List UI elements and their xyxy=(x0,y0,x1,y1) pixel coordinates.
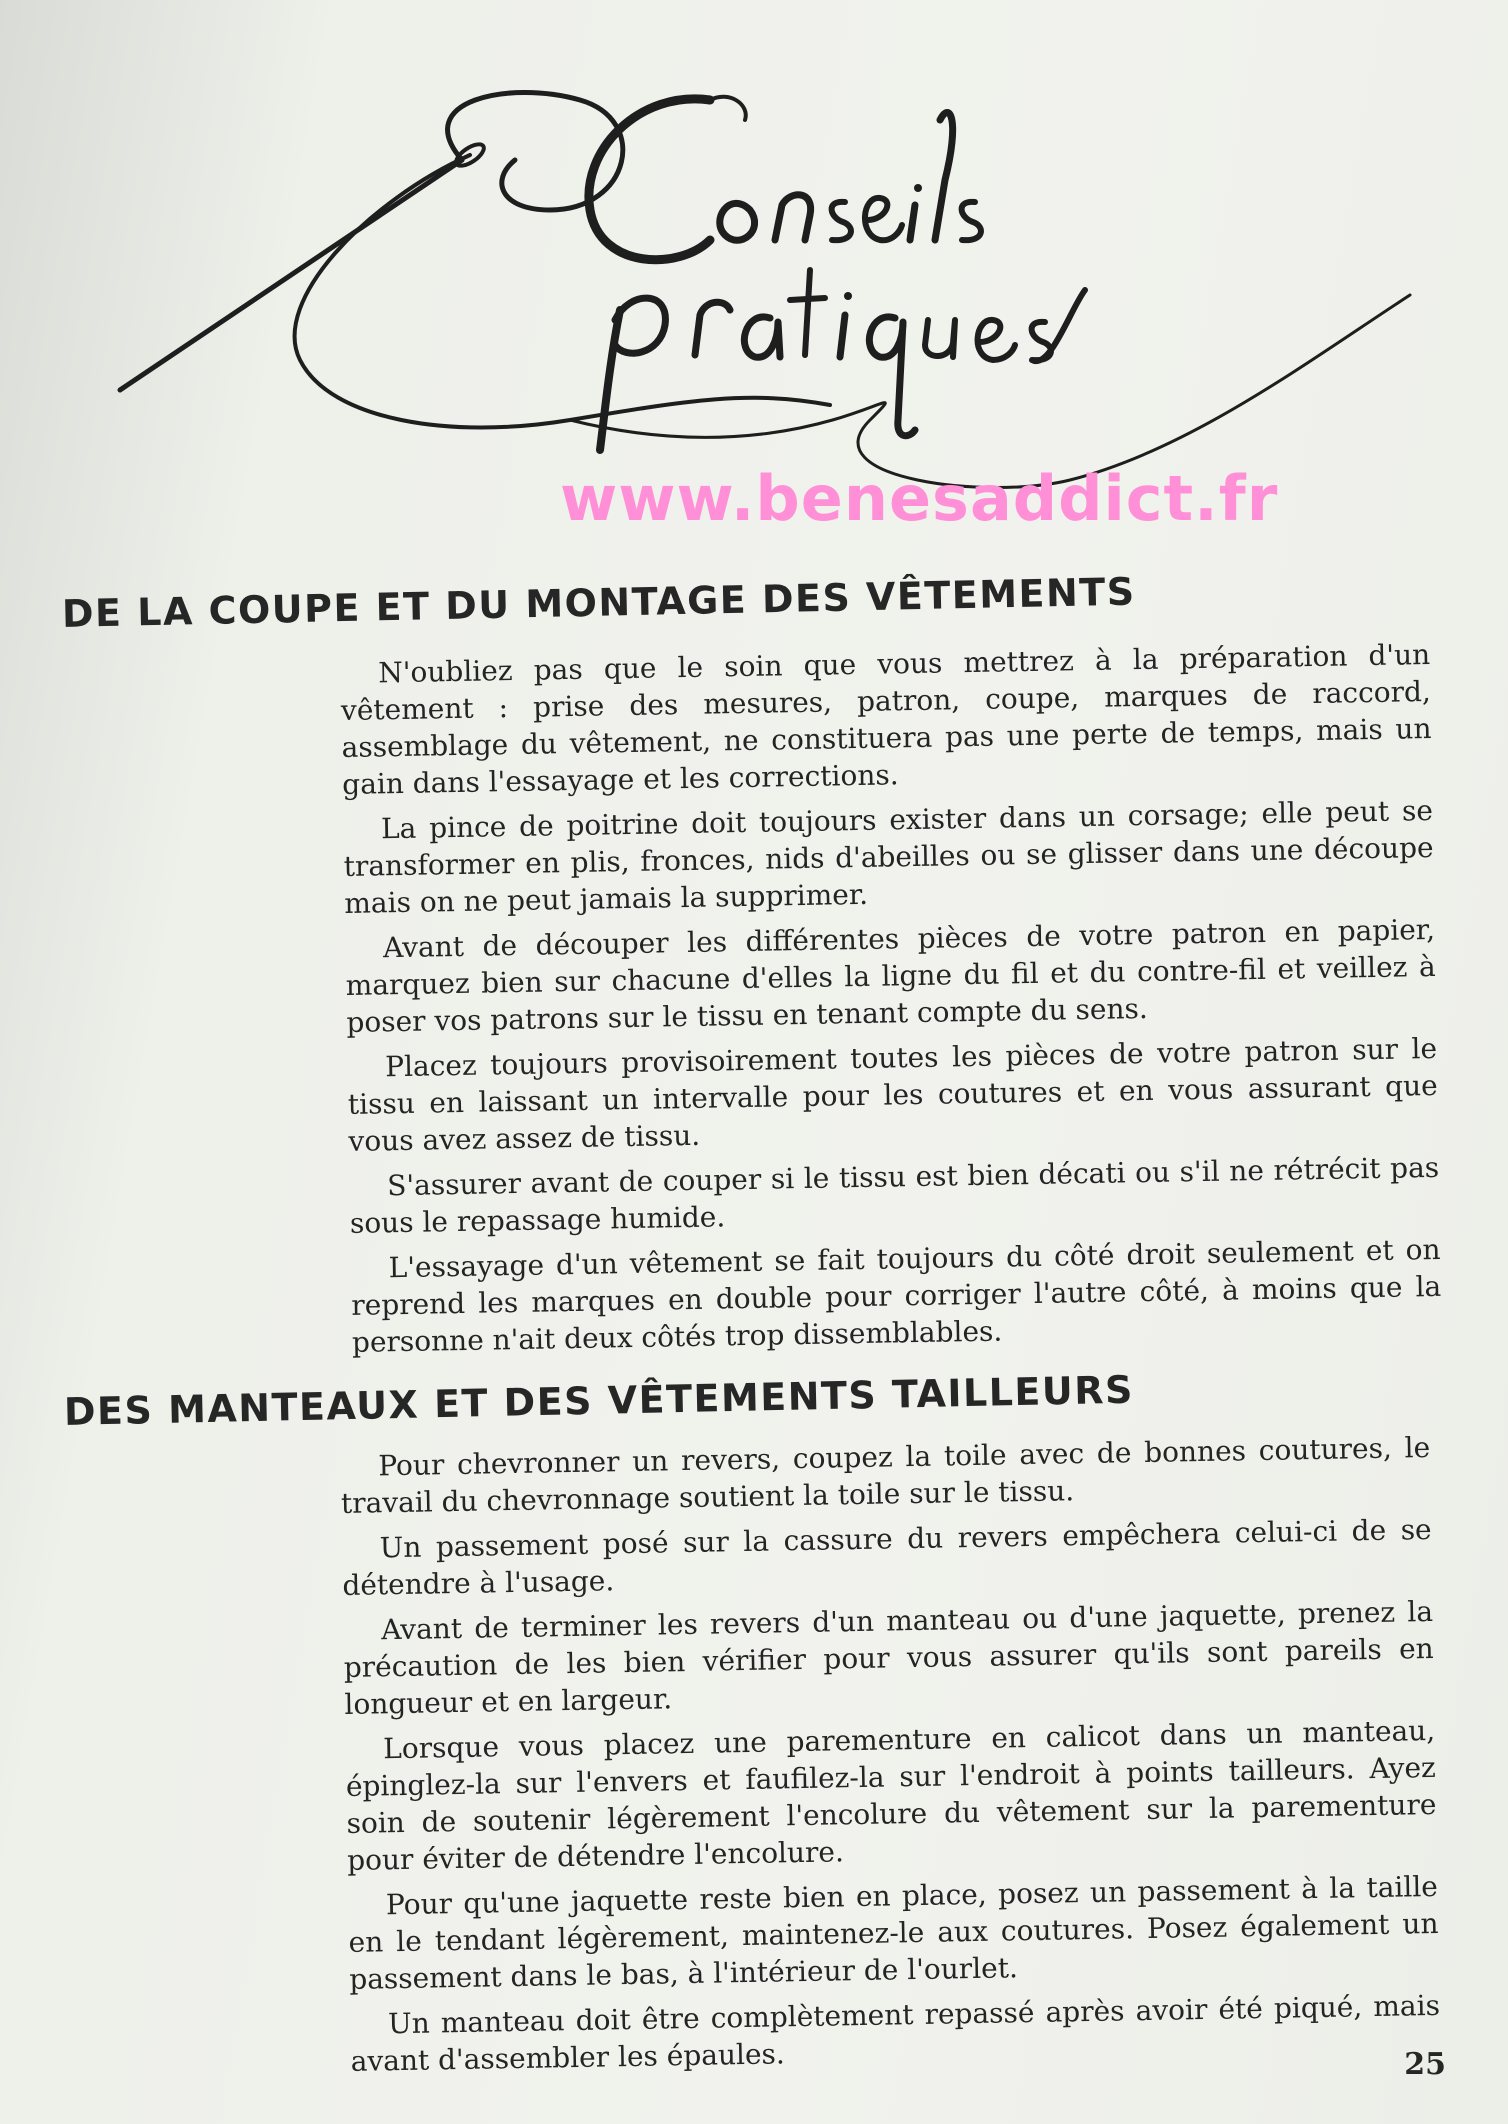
paragraph: L'essayage d'un vêtement se fait toujours du côté droit seulement et on reprend les marques en double pour corriger l'autre côté, à moins que la personne n'ait deux côtés trop dissemblables. xyxy=(351,1232,1442,1359)
title-line1-calligraphy xyxy=(589,97,981,260)
page-number: 25 xyxy=(1404,2047,1446,2082)
paragraph: La pince de poitrine doit toujours exister dans un corsage; elle peut se transformer en plis, fronces, nids d'abeilles ou se glisser dans une découpe mais on ne peut jamais la supprimer. xyxy=(343,793,1434,920)
section-heading-coupe-montage: DE LA COUPE ET DU MONTAGE DES VÊTEMENTS xyxy=(61,569,1137,636)
paragraph: N'oubliez pas que le soin que vous mettrez à la préparation d'un vêtement : prise des mesures, patron, coupe, marques de raccord, assemblage du vêtement, ne constituera pas une perte de temps, mais un gain dans l'essayage et les corrections. xyxy=(340,637,1432,801)
section-heading-manteaux-tailleurs: DES MANTEAUX ET DES VÊTEMENTS TAILLEURS xyxy=(63,1367,1135,1434)
paragraph: Un passement posé sur la cassure du revers empêchera celui-ci de se détendre à l'usage. xyxy=(342,1512,1432,1602)
paragraph: Avant de découper les différentes pièces de votre patron en papier, marquez bien sur chacune d'elles la ligne du fil et du contre-fil et veillez à poser vos patrons sur le tissu en tenant compte du sens. xyxy=(345,912,1436,1039)
paragraph: Placez toujours provisoirement toutes les pièces de votre patron sur le tissu en laissant un intervalle pour les coutures et en vous assurant que vous avez assez de tissu. xyxy=(347,1031,1438,1158)
watermark-url: www.benesaddict.fr xyxy=(560,462,1279,535)
paragraph: Pour chevronner un revers, coupez la toile avec de bonnes coutures, le travail du chevronnage soutient la toile sur le tissu. xyxy=(340,1430,1431,1520)
paragraph: Lorsque vous placez une parementure en calicot dans un manteau, épinglez-la sur l'envers et faufilez-la sur l'endroit à points tailleurs. Ayez soin de soutenir légèrement l'encolure du vêtement sur la parementure pour éviter de détendre l'encolure. xyxy=(345,1713,1437,1877)
needle-icon xyxy=(120,140,487,390)
paragraph: Avant de terminer les revers d'un manteau ou d'une jaquette, prenez la précaution de les bien vérifier pour vous assurer qu'ils sont pareils en longueur et en largeur. xyxy=(343,1594,1434,1721)
paragraph: Un manteau doit être complètement repassé après avoir été piqué, mais avant d'assembler les épaules. xyxy=(350,1988,1441,2078)
paragraph: S'assurer avant de couper si le tissu est bien décati ou s'il ne rétrécit pas sous le repassage humide. xyxy=(349,1150,1440,1240)
section-body-coupe-montage xyxy=(340,636,1442,1369)
title-line2-calligraphy xyxy=(600,270,1085,450)
paragraph: Pour qu'une jaquette reste bien en place, posez un passement à la taille en le tendant légèrement, maintenez-le aux coutures. Posez également un passement dans le bas, à l'intérieur de l'ourlet. xyxy=(348,1869,1439,1996)
section-body-manteaux-tailleurs xyxy=(340,1429,1441,2088)
